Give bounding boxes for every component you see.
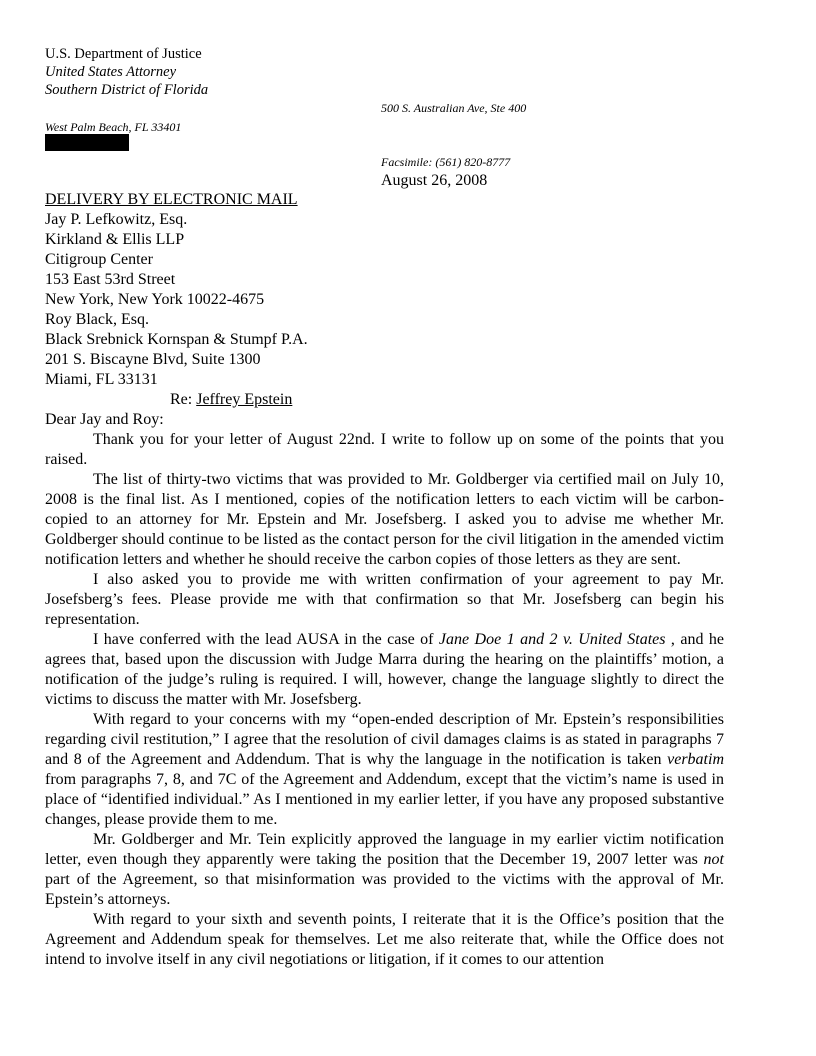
letter-date: August 26, 2008 [381,172,488,189]
paragraph-6 [45,830,724,910]
street-address: 500 S. Australian Ave, Ste 400 [381,101,527,115]
recipient2-line: 201 S. Biscayne Blvd, Suite 1300 [45,351,261,368]
case-name: Jane Doe 1 and 2 v. United States [438,631,666,648]
paragraph-6-text: Mr. Goldberger and Mr. Tein explicitly approved the language in my earlier victim notification letter, even though they apparently were taking the position that the December 19, 2007 letter was [45,831,724,868]
paragraph-3: I also asked you to provide me with written confirmation of your agreement to pay Mr. Josefsberg’s fees. Please provide me with that confirmation so that Mr. Josefsberg can begin his representation. [45,571,724,628]
subject-name: Jeffrey Epstein [196,391,293,408]
delivery-method: DELIVERY BY ELECTRONIC MAIL [45,191,298,208]
paragraph-4-text: , and he agrees that, based upon the discussion with Judge Marra during the hearing on the plaintiffs’ motion, a notification of the judge’s ruling is required. I will, however, change the language slightly to direct the victims to discuss the matter with Mr. Josefsberg. [45,631,725,708]
office-name: United States Attorney [45,64,177,80]
recipient2-line: Black Srebnick Kornspan & Stumpf P.A. [45,331,308,348]
subject-line [45,390,724,410]
paragraph-7: With regard to your sixth and seventh points, I reiterate that it is the Office’s position that the Agreement and Addendum speak for themselves. Let me also reiterate that, while the Office does not intend to involve itself in any civil negotiations or litigation, if it comes to our attention [45,911,724,968]
fax-number: Facsimile: (561) 820-8777 [381,155,511,169]
verbatim-term: verbatim [667,751,724,768]
salutation: Dear Jay and Roy: [45,411,164,428]
recipient1-line: 153 East 53rd Street [45,271,176,288]
subject-label: Re: [170,391,197,408]
paragraph-4-text: I have conferred with the lead AUSA in the case of [93,631,439,648]
paragraph-5-text: With regard to your concerns with my “open-ended description of Mr. Epstein’s responsibilities regarding civil restitution,” I agree that the resolution of civil damages claims is as stated in paragraphs 7 and 8 of the Agreement and Addendum. That is why the language in the notification is taken [45,711,724,768]
recipient1-line: Jay P. Lefkowitz, Esq. [45,211,188,228]
recipient2-line: Miami, FL 33131 [45,371,158,388]
paragraph-6-text: part of the Agreement, so that misinformation was provided to the victims with the approval of Mr. Epstein’s attorneys. [45,871,724,908]
paragraph-2: The list of thirty-two victims that was provided to Mr. Goldberger via certified mail on July 10, 2008 is the final list. As I mentioned, copies of the notification letters to each victim will be carbon-copied to an attorney for Mr. Epstein and Mr. Josefsberg. I asked you to advise me whether Mr. Goldberger should continue to be listed as the contact person for the civil litigation in the amended victim notification letters and whether he should receive the carbon copies of those letters as they are sent. [45,471,724,568]
recipient2-line: Roy Black, Esq. [45,311,149,328]
emphasis-not: not [703,851,724,868]
dept-name: U.S. Department of Justice [45,46,202,62]
paragraph-4 [45,630,724,710]
recipient1-line: Kirkland & Ellis LLP [45,231,185,248]
recipient1-line: New York, New York 10022-4675 [45,291,265,308]
letter-body [45,190,724,970]
district-name: Southern District of Florida [45,82,209,98]
paragraph-5 [45,710,724,830]
redaction-block [45,134,129,151]
paragraph-1: Thank you for your letter of August 22nd. I write to follow up on some of the points that you raised. [45,431,724,468]
recipient1-line: Citigroup Center [45,251,153,268]
paragraph-5-text: from paragraphs 7, 8, and 7C of the Agreement and Addendum, except that the victim’s name is used in place of “identified individual.” As I mentioned in my earlier letter, if you have any proposed substantive changes, please provide them to me. [45,771,724,828]
city-address: West Palm Beach, FL 33401 [45,120,182,134]
